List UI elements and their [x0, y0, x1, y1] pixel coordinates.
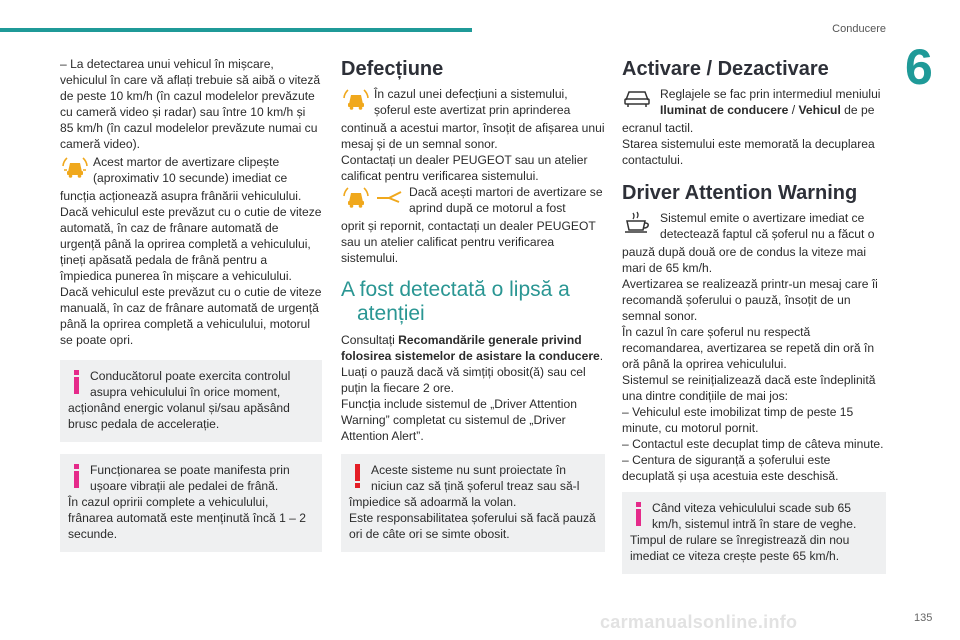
settings-block	[622, 86, 886, 120]
consult-text	[341, 332, 605, 364]
info-note-head	[68, 462, 314, 494]
pause-text: Luați o pauză dacă vă simțiți obosit(ă) sau cel puțin la fiecare 2 ore.	[341, 365, 586, 395]
info-note-rest: Timpul de rulare se înregistrează din nou imediat ce viteza crește peste 65 km/h.	[630, 533, 850, 563]
info-note-control	[60, 360, 322, 442]
exclamation-icon	[349, 462, 365, 490]
column-2	[341, 56, 605, 552]
consult-link-text: Recomandările generale privind folosirea sistemelor de asistare la conducere	[341, 333, 600, 363]
warning-note-lead: Aceste sisteme nu sunt proiectate în niciun caz să țină șoferul treaz sau să-l	[371, 463, 580, 493]
info-note-lead: Funcționarea se poate manifesta prin ușoare vibrații ale pedalei de frână.	[90, 463, 290, 493]
coffee-cup-icon	[622, 210, 652, 236]
flashing-warning-rest: funcția acționează asupra frânării vehiculului.	[60, 189, 302, 203]
flashing-warning-block	[60, 154, 322, 188]
info-note-rest: acționând energic volanul și/sau apăsând brusc pedala de accelerație.	[68, 401, 290, 431]
contact-dealer-text: Contactați un dealer PEUGEOT sau un atelier calificat pentru verificarea sistemului.	[341, 153, 588, 183]
condition-3: – Centura de siguranță a șoferului este decuplată și ușa acestuia este deschisă.	[622, 453, 839, 483]
speed-condition-text: – La detectarea unui vehicul în mișcare, vehiculul în care vă aflați trebuie să aibă o viteză de peste 10 km/h (în cazul modelelor prevăzute cu cameră video și radar) sau între 10 km/h și 85 km/h (în cazul modelelor prevăzute numai cu cameră video).	[60, 57, 321, 151]
section-title-activation: Activare / Dezactivare	[622, 58, 829, 80]
memory-text: Starea sistemului este memorată la decuplarea contactului.	[622, 137, 875, 167]
page-number: 135	[914, 612, 933, 624]
malfunction-block	[341, 86, 605, 120]
daw-block	[622, 210, 886, 244]
column-1	[60, 56, 322, 552]
malfunction-rest: continuă a acestui martor, însoțit de afișarea unui mesaj și de un semnal sonor.	[341, 121, 605, 151]
menu-driving-lighting: Iluminat de conducere	[660, 103, 789, 117]
condition-1: – Vehiculul este imobilizat timp de peste 15 minute, cu motorul pornit.	[622, 405, 854, 435]
condition-2: – Contactul este decuplat timp de câteva minute.	[622, 437, 884, 451]
warning-note-rest: împiedice să adoarmă la volan.	[349, 495, 517, 509]
watermark: carmanualsonline.info	[600, 612, 798, 632]
info-icon	[630, 500, 646, 528]
menu-vehicle: Vehicul	[798, 103, 841, 117]
settings-lead-text: Reglajele se fac prin intermediul meniului	[660, 87, 881, 101]
section-title-malfunction: Defecțiune	[341, 58, 444, 80]
consult-suffix: .	[599, 349, 604, 363]
info-icon	[68, 462, 84, 490]
warning-note-head	[349, 462, 597, 494]
fatigue-title-line2: atenției	[357, 302, 425, 325]
warning-lights-pair-icon	[341, 184, 405, 210]
header-accent-bar	[0, 28, 472, 32]
info-note-vibration	[60, 454, 322, 552]
malfunction-lead: În cazul unei defecțiuni a sistemului, șoferul este avertizat prin aprinderea	[374, 87, 571, 117]
info-icon	[68, 368, 84, 396]
info-note-head	[630, 500, 878, 532]
settings-rest: ecranul tactil.	[622, 121, 694, 135]
automatic-gearbox-text: Dacă vehiculul este prevăzut cu o cutie de viteze automată, în caz de frânare automată de urgență până la oprirea completă a vehiculului, țineți apăsată pedala de frână pentru a împiedica punerea în mișcare a vehiculului.	[60, 205, 322, 283]
restart-warning-block	[341, 184, 605, 218]
section-title-fatigue	[341, 278, 605, 326]
column-3	[622, 56, 886, 574]
chapter-name: Conducere	[832, 23, 886, 35]
manual-gearbox-text: Dacă vehiculul este prevăzut cu o cutie de viteze manuală, în caz de frânare automată de urgență până la oprirea completă a vehiculului, motorul se poate opri.	[60, 285, 322, 347]
settings-separator: /	[788, 103, 799, 117]
collision-warning-light-icon	[341, 86, 371, 112]
info-note-rest: În cazul opririi complete a vehiculului, frânarea automată este menținută încă 1 – 2 secunde.	[68, 495, 306, 541]
car-icon	[622, 86, 652, 108]
reinit-text: Sistemul se reinițializează dacă este îndeplinită una dintre condițiile de mai jos:	[622, 373, 876, 403]
warning-note	[341, 454, 605, 552]
restart-warning-lead: Dacă acești martori de avertizare se aprind după ce motorul a fost	[409, 185, 603, 215]
repeat-text: În cazul în care șoferul nu respectă recomandarea, avertizarea se repetă din oră în oră până la oprirea vehiculului.	[622, 325, 875, 371]
settings-lead	[660, 86, 886, 118]
info-note-head	[68, 368, 314, 400]
alert-text: Avertizarea se realizează printr-un mesaj care îi recomandă șoferului o pauză, însoțit de un semnal sonor.	[622, 277, 878, 323]
function-text: Funcția include sistemul de „Driver Attention Warning” completat cu sistemul de „Driver Attention Alert”.	[341, 397, 577, 443]
section-title-daw: Driver Attention Warning	[622, 182, 858, 204]
restart-warning-rest: oprit și repornit, contactați un dealer PEUGEOT sau un atelier calificat pentru verificarea sistemului.	[341, 219, 596, 265]
daw-lead: Sistemul emite o avertizare imediat ce detectează faptul că șoferul nu a făcut o	[660, 211, 875, 241]
chapter-number: 6	[905, 39, 933, 95]
fatigue-title-line1: A fost detectată o lipsă a	[341, 278, 570, 301]
info-note-lead: Conducătorul poate exercita controlul asupra vehiculului în orice moment,	[90, 369, 291, 399]
collision-warning-light-icon	[60, 154, 90, 180]
flashing-warning-lead: Acest martor de avertizare clipește (aproximativ 10 secunde) imediat ce	[93, 155, 288, 185]
consult-prefix: Consultați	[341, 333, 399, 347]
info-note-standby	[622, 492, 886, 574]
daw-rest: pauză după două ore de condus la viteze mai mari de 65 km/h.	[622, 245, 867, 275]
warning-note-rest2: Este responsabilitatea șoferului să facă pauză ori de câte ori se simte obosit.	[349, 511, 596, 541]
info-note-lead: Când viteza vehiculului scade sub 65 km/h, sistemul intră în stare de veghe.	[652, 501, 857, 531]
settings-tail: de pe	[840, 103, 875, 117]
